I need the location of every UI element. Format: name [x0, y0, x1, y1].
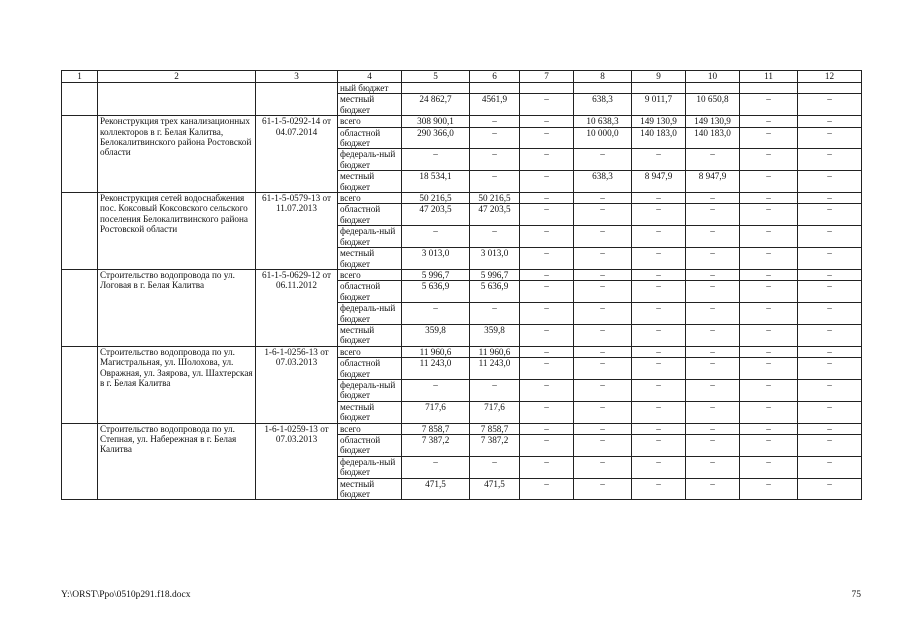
value-cell: 11 960,6 [402, 346, 470, 357]
value-cell: 11 243,0 [402, 358, 470, 380]
value-cell: 308 900,1 [402, 116, 470, 127]
value-cell: – [798, 193, 862, 204]
project-name-cell: Реконструкция трех канализационных коллекторов в г. Белая Калитва, Белокалитвинского района Ростовской области [98, 116, 256, 193]
value-cell: – [798, 171, 862, 193]
project-code-cell: 61-1-5-0292-14 от 04.07.2014 [256, 116, 338, 193]
value-cell: – [574, 226, 632, 248]
value-cell: – [402, 379, 470, 401]
table-row [62, 116, 862, 127]
value-cell: – [520, 478, 574, 500]
value-cell: 7 858,7 [402, 423, 470, 434]
value-cell: 290 366,0 [402, 127, 470, 149]
value-cell: – [740, 226, 798, 248]
value-cell: – [520, 324, 574, 346]
value-cell: – [574, 303, 632, 325]
page-number: 75 [851, 590, 861, 600]
value-cell: – [520, 456, 574, 478]
value-cell: – [632, 435, 686, 457]
value-cell: 10 650,8 [686, 94, 740, 116]
value-cell: 9 011,7 [632, 94, 686, 116]
value-cell: – [740, 171, 798, 193]
value-cell: – [520, 358, 574, 380]
value-cell: – [470, 116, 520, 127]
footer-file-path: Y:\ORST\Ppo\0510p291.f18.docx [61, 590, 191, 600]
column-header: 12 [798, 71, 862, 83]
column-header: 3 [256, 71, 338, 83]
funding-source-cell: федераль-ный бюджет [338, 303, 402, 325]
value-cell: 5 996,7 [470, 269, 520, 280]
project-name-cell: Строительство водопровода по ул. Логовая в г. Белая Калитва [98, 269, 256, 346]
funding-source-cell: ный бюджет [338, 83, 402, 94]
value-cell: 47 203,5 [470, 204, 520, 226]
value-cell: – [574, 401, 632, 423]
table-row [62, 346, 862, 357]
value-cell: 18 534,1 [402, 171, 470, 193]
value-cell [470, 83, 520, 94]
value-cell: – [740, 379, 798, 401]
value-cell: – [740, 303, 798, 325]
value-cell: – [632, 324, 686, 346]
value-cell: – [632, 401, 686, 423]
value-cell: – [798, 423, 862, 434]
value-cell: – [632, 226, 686, 248]
value-cell: 50 216,5 [470, 193, 520, 204]
value-cell: 7 387,2 [470, 435, 520, 457]
funding-source-cell: федераль-ный бюджет [338, 149, 402, 171]
value-cell: 140 183,0 [632, 127, 686, 149]
value-cell: – [632, 358, 686, 380]
value-cell: – [574, 269, 632, 280]
value-cell: 5 636,9 [402, 281, 470, 303]
budget-table [61, 70, 862, 500]
column-header: 11 [740, 71, 798, 83]
value-cell: – [798, 358, 862, 380]
value-cell: – [574, 346, 632, 357]
value-cell: – [740, 456, 798, 478]
value-cell: – [686, 193, 740, 204]
value-cell: – [520, 248, 574, 270]
value-cell: – [402, 226, 470, 248]
project-name-cell: Реконструкция сетей водоснабжения пос. Коксовый Коксовского сельского поселения Белокалитвинского района Ростовской области [98, 193, 256, 270]
row-number-cell [62, 423, 98, 500]
funding-source-cell: федераль-ный бюджет [338, 379, 402, 401]
funding-source-cell: областной бюджет [338, 204, 402, 226]
value-cell: 471,5 [402, 478, 470, 500]
project-code-cell: 1-6-1-0259-13 от 07.03.2013 [256, 423, 338, 500]
value-cell: 5 996,7 [402, 269, 470, 280]
value-cell: – [740, 149, 798, 171]
value-cell: – [686, 303, 740, 325]
value-cell [740, 83, 798, 94]
value-cell: 24 862,7 [402, 94, 470, 116]
value-cell: – [574, 423, 632, 434]
value-cell: 11 960,6 [470, 346, 520, 357]
value-cell: – [740, 358, 798, 380]
value-cell: – [798, 435, 862, 457]
project-name-cell: Строительство водопровода по ул. Магистральная, ул. Шолохова, ул. Овражная, ул. Заярова, ул. Шахтерская в г. Белая Калитва [98, 346, 256, 423]
funding-source-cell: местный бюджет [338, 171, 402, 193]
value-cell: – [798, 379, 862, 401]
value-cell: – [574, 281, 632, 303]
value-cell: – [798, 94, 862, 116]
value-cell: – [632, 281, 686, 303]
column-header: 1 [62, 71, 98, 83]
value-cell: – [402, 456, 470, 478]
row-number-cell [62, 346, 98, 423]
value-cell: – [798, 478, 862, 500]
value-cell: 471,5 [470, 478, 520, 500]
value-cell: – [632, 269, 686, 280]
project-name-cell [98, 83, 256, 116]
value-cell: 11 243,0 [470, 358, 520, 380]
value-cell: – [520, 435, 574, 457]
funding-source-cell: федераль-ный бюджет [338, 226, 402, 248]
funding-source-cell: областной бюджет [338, 281, 402, 303]
value-cell: – [520, 127, 574, 149]
value-cell: – [574, 456, 632, 478]
value-cell: 359,8 [470, 324, 520, 346]
value-cell: – [740, 269, 798, 280]
value-cell: – [632, 149, 686, 171]
funding-source-cell: областной бюджет [338, 435, 402, 457]
value-cell: – [574, 478, 632, 500]
value-cell: – [520, 171, 574, 193]
value-cell: – [686, 149, 740, 171]
value-cell [632, 83, 686, 94]
value-cell: – [740, 423, 798, 434]
value-cell: 50 216,5 [402, 193, 470, 204]
value-cell: – [574, 149, 632, 171]
column-header: 4 [338, 71, 402, 83]
funding-source-cell: всего [338, 423, 402, 434]
funding-source-cell: местный бюджет [338, 248, 402, 270]
value-cell: – [686, 226, 740, 248]
value-cell: – [686, 379, 740, 401]
funding-source-cell: местный бюджет [338, 94, 402, 116]
funding-source-cell: всего [338, 269, 402, 280]
value-cell: – [632, 379, 686, 401]
value-cell: – [520, 149, 574, 171]
value-cell [574, 83, 632, 94]
value-cell: – [740, 324, 798, 346]
value-cell: – [574, 379, 632, 401]
value-cell: – [798, 456, 862, 478]
funding-source-cell: всего [338, 193, 402, 204]
table-body [62, 83, 862, 500]
project-code-cell: 1-6-1-0256-13 от 07.03.2013 [256, 346, 338, 423]
value-cell [520, 83, 574, 94]
value-cell: 717,6 [402, 401, 470, 423]
value-cell: – [632, 248, 686, 270]
value-cell [798, 83, 862, 94]
value-cell: – [470, 171, 520, 193]
value-cell: – [574, 324, 632, 346]
column-header: 7 [520, 71, 574, 83]
value-cell: 10 638,3 [574, 116, 632, 127]
value-cell: – [740, 193, 798, 204]
value-cell: – [632, 193, 686, 204]
value-cell: – [520, 204, 574, 226]
project-code-cell: 61-1-5-0579-13 от 11.07.2013 [256, 193, 338, 270]
value-cell: – [520, 281, 574, 303]
row-number-cell [62, 269, 98, 346]
funding-source-cell: местный бюджет [338, 478, 402, 500]
table-row [62, 269, 862, 280]
value-cell: 638,3 [574, 94, 632, 116]
funding-source-cell: всего [338, 116, 402, 127]
value-cell [686, 83, 740, 94]
value-cell: – [686, 204, 740, 226]
table-row [62, 423, 862, 434]
value-cell: – [798, 149, 862, 171]
value-cell: – [686, 269, 740, 280]
value-cell: – [740, 248, 798, 270]
value-cell: 10 000,0 [574, 127, 632, 149]
value-cell: – [520, 379, 574, 401]
column-header: 10 [686, 71, 740, 83]
funding-source-cell: областной бюджет [338, 127, 402, 149]
value-cell: – [798, 248, 862, 270]
value-cell: – [798, 127, 862, 149]
column-header: 8 [574, 71, 632, 83]
value-cell: – [632, 303, 686, 325]
value-cell: – [470, 303, 520, 325]
value-cell: – [740, 94, 798, 116]
column-header: 9 [632, 71, 686, 83]
value-cell: – [632, 456, 686, 478]
value-cell: 359,8 [402, 324, 470, 346]
value-cell: – [798, 303, 862, 325]
value-cell: – [740, 204, 798, 226]
value-cell: 7 858,7 [470, 423, 520, 434]
value-cell: – [740, 435, 798, 457]
value-cell: – [470, 379, 520, 401]
value-cell: – [632, 478, 686, 500]
value-cell: – [686, 456, 740, 478]
value-cell: 717,6 [470, 401, 520, 423]
value-cell: – [520, 193, 574, 204]
value-cell: – [632, 423, 686, 434]
value-cell: – [798, 401, 862, 423]
value-cell: – [798, 204, 862, 226]
value-cell: – [740, 346, 798, 357]
value-cell: – [740, 281, 798, 303]
value-cell: – [470, 149, 520, 171]
value-cell: – [686, 435, 740, 457]
value-cell: – [632, 204, 686, 226]
value-cell: – [686, 324, 740, 346]
value-cell: 47 203,5 [402, 204, 470, 226]
value-cell: 149 130,9 [686, 116, 740, 127]
value-cell: 5 636,9 [470, 281, 520, 303]
project-code-cell: 61-1-5-0629-12 от 06.11.2012 [256, 269, 338, 346]
value-cell: – [686, 248, 740, 270]
row-number-cell [62, 193, 98, 270]
value-cell: – [686, 478, 740, 500]
funding-source-cell: областной бюджет [338, 358, 402, 380]
value-cell: – [574, 193, 632, 204]
value-cell: – [740, 127, 798, 149]
value-cell: – [520, 226, 574, 248]
value-cell: – [402, 303, 470, 325]
value-cell: – [520, 116, 574, 127]
value-cell: – [740, 478, 798, 500]
value-cell: – [520, 94, 574, 116]
value-cell: – [798, 346, 862, 357]
value-cell: – [798, 324, 862, 346]
value-cell: – [520, 269, 574, 280]
value-cell: – [798, 116, 862, 127]
table-row [62, 83, 862, 94]
value-cell: – [740, 116, 798, 127]
value-cell: – [574, 248, 632, 270]
column-header: 2 [98, 71, 256, 83]
value-cell: – [686, 423, 740, 434]
value-cell: – [470, 456, 520, 478]
funding-source-cell: местный бюджет [338, 324, 402, 346]
value-cell: – [686, 346, 740, 357]
funding-source-cell: всего [338, 346, 402, 357]
value-cell: – [740, 401, 798, 423]
value-cell: 8 947,9 [632, 171, 686, 193]
table-row [62, 193, 862, 204]
value-cell [402, 83, 470, 94]
column-header: 6 [470, 71, 520, 83]
value-cell: – [632, 346, 686, 357]
column-header: 5 [402, 71, 470, 83]
value-cell: – [520, 303, 574, 325]
value-cell: – [798, 281, 862, 303]
value-cell: 7 387,2 [402, 435, 470, 457]
row-number-cell [62, 116, 98, 193]
value-cell: – [798, 226, 862, 248]
project-name-cell: Строительство водопровода по ул. Степная, ул. Набережная в г. Белая Калитва [98, 423, 256, 500]
value-cell: 4561,9 [470, 94, 520, 116]
value-cell: 3 013,0 [402, 248, 470, 270]
value-cell: – [402, 149, 470, 171]
value-cell: – [686, 358, 740, 380]
value-cell: 638,3 [574, 171, 632, 193]
value-cell: – [798, 269, 862, 280]
value-cell: 3 013,0 [470, 248, 520, 270]
funding-source-cell: местный бюджет [338, 401, 402, 423]
value-cell: – [686, 401, 740, 423]
value-cell: – [520, 401, 574, 423]
value-cell: – [574, 435, 632, 457]
project-code-cell [256, 83, 338, 116]
value-cell: – [470, 127, 520, 149]
value-cell: – [470, 226, 520, 248]
value-cell: – [574, 358, 632, 380]
value-cell: 140 183,0 [686, 127, 740, 149]
value-cell: – [520, 346, 574, 357]
value-cell: – [686, 281, 740, 303]
value-cell: 8 947,9 [686, 171, 740, 193]
funding-source-cell: федераль-ный бюджет [338, 456, 402, 478]
value-cell: – [574, 204, 632, 226]
value-cell: – [520, 423, 574, 434]
value-cell: 149 130,9 [632, 116, 686, 127]
row-number-cell [62, 83, 98, 116]
header-row [62, 71, 862, 83]
